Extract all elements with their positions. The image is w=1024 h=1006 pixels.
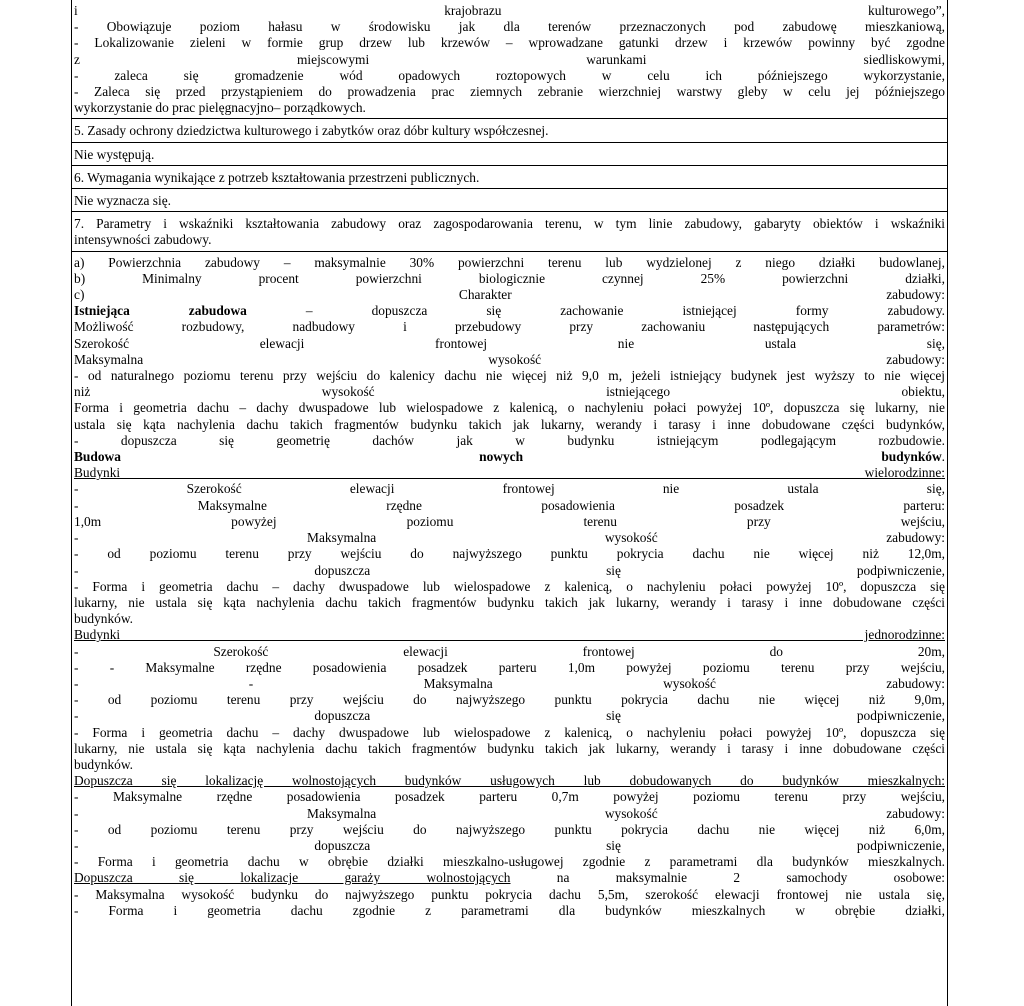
text-line: - Zaleca się przed przystąpieniem do prowadzenia prac ziemnych zebranie wierzchniej warstwy gleby w celu jej późniejszego [74,84,945,100]
section-6-heading-cell [72,166,947,189]
text-line: Możliwość rozbudowy, nadbudowy i przebudowy przy zachowaniu następujących parametrów: [74,319,945,335]
section-heading: 5. Zasady ochrony dziedzictwa kulturowego i zabytków oraz dóbr kultury współczesnej. [74,123,549,139]
section-heading: 6. Wymagania wynikające z potrzeb kształtowania przestrzeni publicznych. [74,169,480,185]
text-line: - Maksymalna wysokość zabudowy: [74,805,945,821]
text-line: Maksymalna wysokość zabudowy: [74,351,945,367]
text-line: niż wysokość istniejącego obiektu, [74,384,945,400]
section-6-body-cell [72,189,947,212]
text-line: - Forma i geometria dachu w obrębie działki mieszkalno-usługowej zgodnie z parametrami dla budynków mieszkalnych. [74,854,945,870]
section-heading: intensywności zabudowy. [74,232,212,248]
text-line: c) Charakter zabudowy: [74,287,945,303]
text-line: i krajobrazu kulturowego”, [74,3,945,18]
text-line: - - Maksymalna wysokość zabudowy: [74,675,945,691]
section-body: Nie wyznacza się. [74,193,172,209]
existing-building-label: Istniejąca zabudowa [74,303,247,319]
text-line: - - Maksymalne rzędne posadowienia posadzek parteru 1,0m powyżej poziomu terenu przy wejściu, [74,659,945,675]
document-table [71,0,948,1006]
text-line: - dopuszcza się podpiwniczenie, [74,562,945,578]
multi-family-label: Budynki wielorodzinne [74,465,942,481]
text-line: - od poziomu terenu przy wejściu do najwyższego punktu pokrycia dachu nie więcej niż 6,0m, [74,821,945,837]
section-7-heading-cell [72,212,947,251]
text-line: - Szerokość elewacji frontowej do 20m, [74,643,945,659]
text-line: Forma i geometria dachu – dachy dwuspadowe lub wielospadowe z kalenicą, o nachyleniu połaci powyżej 10º, dopuszcza się lukarny, nie [74,400,945,416]
text-line: - od poziomu terenu przy wejściu do najwyższego punktu pokrycia dachu nie więcej niż 12,0m, [74,546,945,562]
single-family-label: Budynki jednorodzinne: [74,627,945,643]
new-buildings-dot: . [941,449,945,465]
text-line: - od naturalnego poziomu terenu przy wejściu do kalenicy dachu nie więcej niż 9,0 m, jeżeli istniejący budynek jest wyższy to nie więcej [74,368,945,384]
text-line [74,870,945,886]
section-body: Nie występują. [74,146,155,162]
text-line: wykorzystanie do prac pielęgnacyjno– porządkowych. [74,100,366,116]
existing-building-text: – dopuszcza się zachowanie istniejącej formy zabudowy. [246,303,945,319]
text-line: b) Minimalny procent powierzchni biologicznie czynnej 25% powierzchni działki, [74,270,945,286]
text-line: - Szerokość elewacji frontowej nie ustala się, [74,481,945,497]
text-line: - Maksymalne rzędne posadowienia posadzek parteru 0,7m powyżej poziomu terenu przy wejściu, [74,789,945,805]
section-5-heading-cell [72,119,947,142]
text-line: - zaleca się gromadzenie wód opadowych roztopowych w celu ich późniejszego wykorzystanie, [74,67,945,83]
text-line: budynków. [74,611,134,627]
multi-family-colon: : [941,465,945,481]
text-line: - Maksymalna wysokość zabudowy: [74,530,945,546]
subsection-label [74,465,945,481]
text-line: budynków. [74,756,134,772]
section-7-body-cell [72,252,947,921]
text-line: - Maksymalne rzędne posadowienia posadzek parteru: [74,497,945,513]
text-line [74,449,945,465]
garage-label-rest: na maksymalnie 2 samochody osobowe: [510,870,945,886]
text-line: - Obowiązuje poziom hałasu w środowisku jak dla terenów przeznaczonych pod zabudowę mieszkaniową, [74,19,945,35]
text-line: - Forma i geometria dachu – dachy dwuspadowe lub wielospadowe z kalenicą, o nachyleniu połaci powyżej 10º, dopuszcza się [74,724,945,740]
text-line: lukarny, nie ustala się kąta nachylenia dachu takich fragmentów budynku takich jak lukarny, werandy i tarasy i inne dobudowane części [74,740,945,756]
text-line: a) Powierzchnia zabudowy – maksymalnie 30% powierzchni terenu lub wydzielonej z niego działki budowlanej, [74,254,945,270]
text-line: lukarny, nie ustala się kąta nachylenia dachu takich fragmentów budynku takich jak lukarny, werandy i tarasy i inne dobudowane części [74,594,945,610]
text-line: - od poziomu terenu przy wejściu do najwyższego punktu pokrycia dachu nie więcej niż 9,0m, [74,692,945,708]
text-line: - dopuszcza się geometrię dachów jak w budynku istniejącym podlegającym rozbudowie. [74,432,945,448]
text-line: - Lokalizowanie zieleni w formie grup drzew lub krzewów – wprowadzane gatunki drzew i krzewów powinny być zgodne [74,35,945,51]
section-5-body-cell [72,143,947,166]
text-line [74,303,945,319]
text-line: - dopuszcza się podpiwniczenie, [74,837,945,853]
text-line: 1,0m powyżej poziomu terenu przy wejściu, [74,513,945,529]
garage-label: Dopuszcza się lokalizacje garaży wolnostojących [74,870,511,886]
text-line: Szerokość elewacji frontowej nie ustala się, [74,335,945,351]
text-line: - Maksymalna wysokość budynku do najwyższego punktu pokrycia dachu 5,5m, szerokość elewacji frontowej nie ustala się, [74,886,945,902]
text-line: - dopuszcza się podpiwniczenie, [74,708,945,724]
new-buildings-label: Budowa nowych budynków [74,449,942,465]
text-line: - Forma i geometria dachu zgodnie z parametrami dla budynków mieszkalnych w obrębie działki, [74,902,945,918]
section-4-tail-cell [72,0,947,119]
text-line: z miejscowymi warunkami siedliskowymi, [74,51,945,67]
text-line: ustala się kąta nachylenia dachu takich fragmentów budynku takich jak lukarny, werandy i tarasy i inne dobudowane części budynków, [74,416,945,432]
text-line: - Forma i geometria dachu – dachy dwuspadowe lub wielospadowe z kalenicą, o nachyleniu połaci powyżej 10º, dopuszcza się [74,578,945,594]
service-buildings-label: Dopuszcza się lokalizację wolnostojących budynków usługowych lub dobudowanych do budynków mieszkalnych: [74,773,945,789]
section-heading: 7. Parametry i wskaźniki kształtowania zabudowy oraz zagospodarowania terenu, w tym linie zabudowy, gabaryty obiektów i wskaźniki [74,216,945,232]
